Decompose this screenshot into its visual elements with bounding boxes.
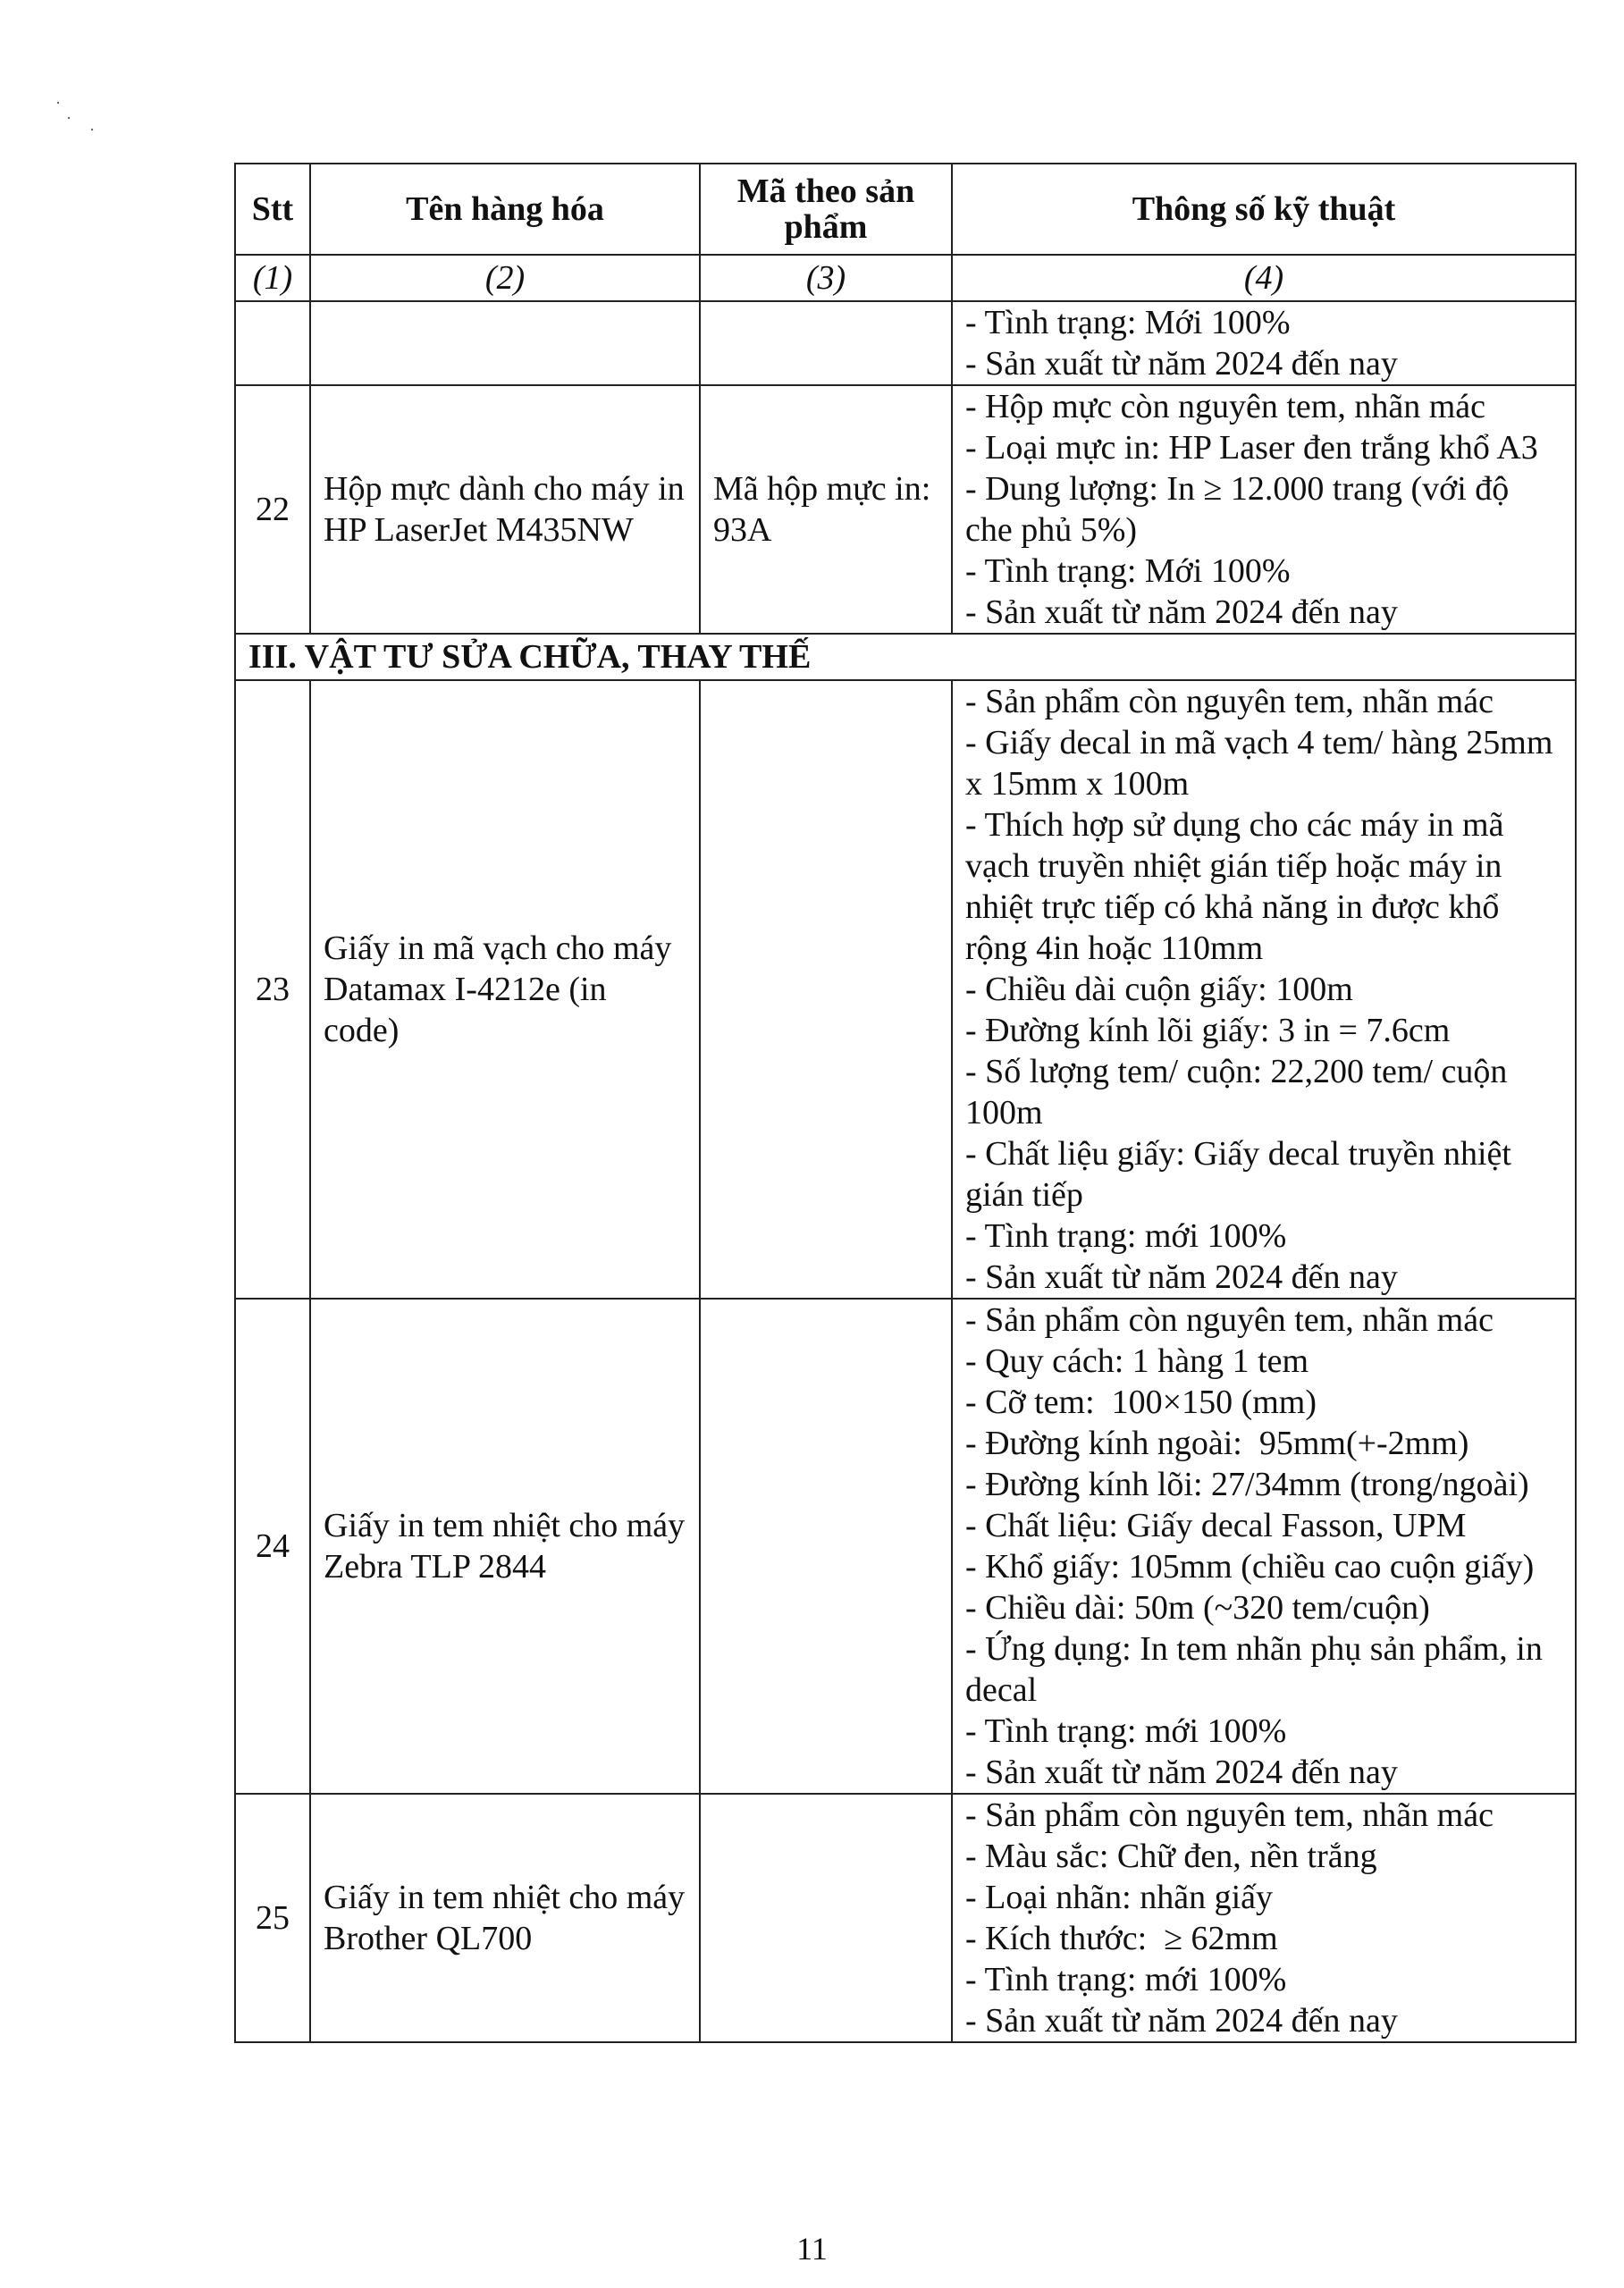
table-header-row [235, 164, 1576, 255]
spec-line: - Chất liệu giấy: Giấy decal truyền nhiệt gián tiếp [965, 1135, 1520, 1214]
spec-line: - Đường kính ngoài: 95mm(+-2mm) [965, 1425, 1469, 1462]
stt-cell: 23 [235, 680, 310, 1299]
section-row [235, 634, 1576, 680]
spec-line: - Tình trạng: mới 100% [965, 1961, 1287, 1998]
spec-line: - Sản phẩm còn nguyên tem, nhãn mác [965, 1301, 1494, 1339]
table-row-continuation [235, 301, 1576, 385]
spec-line: - Sản xuất từ năm 2024 đến nay [965, 2002, 1398, 2040]
spec-line: - Sản xuất từ năm 2024 đến nay [965, 345, 1398, 383]
spec-line: - Số lượng tem/ cuộn: 22,200 tem/ cuộn 100m [965, 1053, 1516, 1131]
header-code: Mã theo sản phẩm [700, 164, 952, 255]
spec-line: - Loại nhãn: nhãn giấy [965, 1879, 1274, 1916]
name-cell: Giấy in mã vạch cho máy Datamax I-4212e (in code) [310, 680, 700, 1299]
spec-line: - Sản phẩm còn nguyên tem, nhãn mác [965, 683, 1494, 720]
spec-line: - Đường kính lõi: 27/34mm (trong/ngoài) [965, 1466, 1529, 1503]
column-number: (3) [700, 255, 952, 301]
spec-line: - Tình trạng: mới 100% [965, 1712, 1287, 1750]
scan-specks [49, 54, 103, 143]
spec-line: - Quy cách: 1 hàng 1 tem [965, 1342, 1309, 1380]
code-cell [700, 301, 952, 385]
spec-line: - Chiều dài cuộn giấy: 100m [965, 971, 1353, 1008]
spec-line: - Tình trạng: Mới 100% [965, 552, 1291, 590]
spec-line: - Đường kính lõi giấy: 3 in = 7.6cm [965, 1012, 1451, 1049]
name-cell [310, 301, 700, 385]
spec-line: - Màu sắc: Chữ đen, nền trắng [965, 1838, 1377, 1875]
section-heading: III. VẬT TƯ SỬA CHỮA, THAY THẾ [235, 634, 1576, 680]
spec-line: - Sản phẩm còn nguyên tem, nhãn mác [965, 1796, 1494, 1834]
spec-cell [952, 1299, 1576, 1794]
stt-cell [235, 301, 310, 385]
code-cell: Mã hộp mực in: 93A [700, 385, 952, 634]
header-name: Tên hàng hóa [310, 164, 700, 255]
spec-line: - Tình trạng: Mới 100% [965, 304, 1291, 341]
code-cell [700, 680, 952, 1299]
spec-line: - Sản xuất từ năm 2024 đến nay [965, 1754, 1398, 1791]
spec-line: - Dung lượng: In ≥ 12.000 trang (với độ che phủ 5%) [965, 470, 1518, 549]
header-stt: Stt [235, 164, 310, 255]
table-row-24 [235, 1299, 1576, 1794]
column-number: (4) [952, 255, 1576, 301]
spec-line: - Thích hợp sử dụng cho các máy in mã vạch truyền nhiệt gián tiếp hoặc máy in nhiệt trực tiếp có khả năng in được khổ rộng 4in hoặc 110mm [965, 806, 1512, 967]
spec-line: - Tình trạng: mới 100% [965, 1217, 1287, 1255]
spec-line: - Ứng dụng: In tem nhãn phụ sản phẩm, in decal [965, 1630, 1552, 1709]
spec-cell [952, 680, 1576, 1299]
name-cell: Hộp mực dành cho máy in HP LaserJet M435NW [310, 385, 700, 634]
spec-cell [952, 301, 1576, 385]
name-cell: Giấy in tem nhiệt cho máy Brother QL700 [310, 1794, 700, 2042]
stt-cell: 22 [235, 385, 310, 634]
spec-line: - Cỡ tem: 100×150 (mm) [965, 1384, 1317, 1421]
code-cell [700, 1299, 952, 1794]
table-row-25 [235, 1794, 1576, 2042]
name-cell: Giấy in tem nhiệt cho máy Zebra TLP 2844 [310, 1299, 700, 1794]
spec-line: - Khổ giấy: 105mm (chiều cao cuộn giấy) [965, 1548, 1535, 1586]
spec-line: - Kích thước: ≥ 62mm [965, 1920, 1278, 1957]
spec-line: - Sản xuất từ năm 2024 đến nay [965, 1258, 1398, 1296]
spec-cell [952, 385, 1576, 634]
page-number: 11 [796, 2231, 828, 2267]
spec-line: - Giấy decal in mã vạch 4 tem/ hàng 25mm x 15mm x 100m [965, 724, 1561, 803]
spec-line: - Loại mực in: HP Laser đen trắng khổ A3 [965, 429, 1538, 467]
column-number: (2) [310, 255, 700, 301]
code-cell [700, 1794, 952, 2042]
header-spec: Thông số kỹ thuật [952, 164, 1576, 255]
column-number-row [235, 255, 1576, 301]
stt-cell: 24 [235, 1299, 310, 1794]
stt-cell: 25 [235, 1794, 310, 2042]
spec-line: - Chất liệu: Giấy decal Fasson, UPM [965, 1507, 1467, 1544]
specification-table [234, 163, 1577, 2043]
column-number: (1) [235, 255, 310, 301]
spec-cell [952, 1794, 1576, 2042]
spec-line: - Hộp mực còn nguyên tem, nhãn mác [965, 388, 1485, 425]
spec-line: - Sản xuất từ năm 2024 đến nay [965, 593, 1398, 631]
table-row-23 [235, 680, 1576, 1299]
table-row-22 [235, 385, 1576, 634]
spec-line: - Chiều dài: 50m (~320 tem/cuộn) [965, 1589, 1430, 1627]
